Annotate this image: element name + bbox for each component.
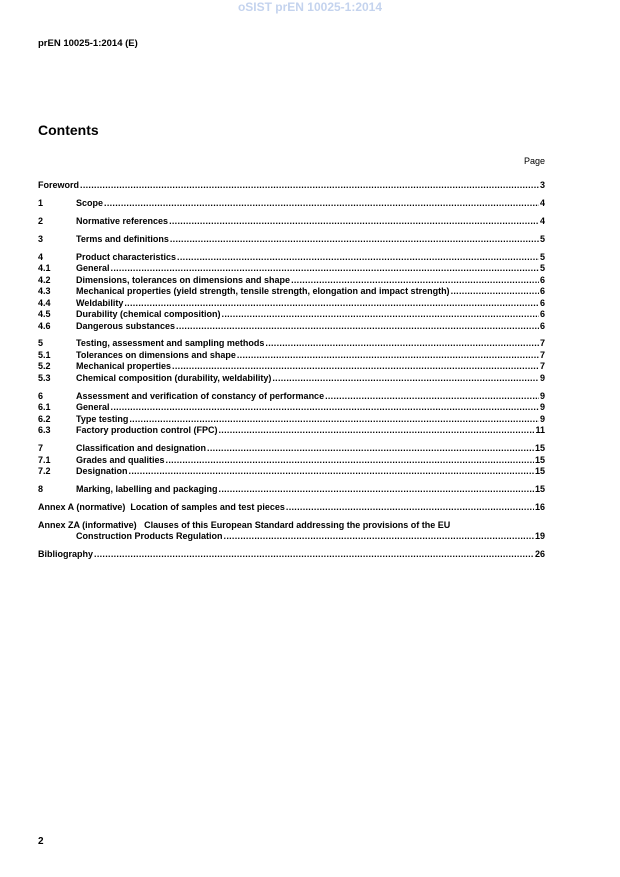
toc-group-bibliography	[38, 549, 545, 561]
dot-leader	[265, 338, 539, 350]
toc-entry-number: 5.1	[38, 349, 51, 360]
toc-entry-2[interactable]	[38, 216, 545, 228]
toc-entry-page: 5	[539, 263, 545, 274]
dot-leader	[176, 321, 539, 333]
toc-entry-title-continuation: Construction Products Regulation	[76, 531, 223, 542]
toc-entry-title: General	[76, 402, 110, 413]
toc-entry-3[interactable]	[38, 234, 545, 246]
toc-entry-page: 6	[539, 274, 545, 285]
toc-entry-page: 9	[539, 390, 545, 401]
toc-entry-4-5[interactable]	[38, 309, 545, 321]
toc-entry-title: Assessment and verification of constancy of performance	[76, 390, 325, 401]
toc-entry-foreword[interactable]	[38, 180, 545, 192]
toc-entry-8[interactable]	[38, 484, 545, 496]
toc-entry-page: 9	[539, 372, 545, 383]
dot-leader	[291, 275, 539, 287]
toc-entry-number: 5.3	[38, 372, 51, 383]
toc-entry-page: 6	[539, 286, 545, 297]
toc-entry-4-1[interactable]	[38, 263, 545, 275]
toc-entry-title: General	[76, 263, 110, 274]
toc-entry-5-3[interactable]	[38, 373, 545, 385]
toc-entry-title: Dangerous substances	[76, 320, 176, 331]
toc-entry-4-4[interactable]	[38, 298, 545, 310]
toc-entry-title: Durability (chemical composition)	[76, 309, 221, 320]
dot-leader	[224, 531, 534, 543]
toc-group-3	[38, 234, 545, 246]
toc-entry-page: 4	[539, 197, 545, 208]
toc-entry-page: 6	[539, 309, 545, 320]
toc-entry-title: Chemical composition (durability, weldability)	[76, 372, 272, 383]
toc-entry-title: Normative references	[76, 215, 169, 226]
toc-entry-page: 7	[539, 338, 545, 349]
toc-group-annex-a	[38, 502, 545, 514]
toc-entry-title: Grades and qualities	[76, 454, 165, 465]
toc-entry-number: 6.1	[38, 402, 51, 413]
toc-entry-number: 7	[38, 443, 44, 454]
toc-entry-4-6[interactable]	[38, 321, 545, 333]
toc-entry-page: 19	[534, 531, 545, 542]
toc-entry-7-1[interactable]	[38, 455, 545, 467]
toc-entry-4-2[interactable]	[38, 275, 545, 287]
toc-entry-page: 26	[534, 549, 545, 560]
dot-leader	[237, 350, 539, 362]
dot-leader	[169, 216, 539, 228]
dot-leader	[111, 402, 539, 414]
toc-entry-page: 16	[534, 502, 545, 513]
toc-entry-title: Designation	[76, 466, 128, 477]
table-of-contents	[38, 180, 545, 567]
dot-leader	[207, 443, 534, 455]
toc-entry-4[interactable]	[38, 252, 545, 264]
toc-group-2	[38, 216, 545, 228]
toc-group-1	[38, 198, 545, 210]
toc-group-foreword	[38, 180, 545, 192]
toc-entry-7[interactable]	[38, 443, 545, 455]
page-column-label: Page	[523, 156, 545, 166]
toc-entry-page: 6	[539, 320, 545, 331]
dot-leader	[104, 198, 539, 210]
toc-entry-page: 11	[535, 425, 545, 436]
toc-entry-number: 1	[38, 197, 44, 208]
toc-group-4	[38, 252, 545, 333]
toc-entry-number: 7.2	[38, 466, 51, 477]
toc-entry-title: Annex ZA (informative) Clauses of this European Standard addressing the provisions of the EU	[38, 519, 451, 530]
toc-entry-number: 4.4	[38, 297, 51, 308]
toc-entry-number: 6	[38, 390, 44, 401]
toc-entry-1[interactable]	[38, 198, 545, 210]
dot-leader	[166, 455, 534, 467]
toc-entry-number: 4.3	[38, 286, 51, 297]
toc-entry-page: 5	[539, 251, 545, 262]
dot-leader	[170, 234, 539, 246]
contents-heading: Contents	[38, 122, 99, 138]
toc-entry-title: Foreword	[38, 180, 80, 190]
toc-entry-6-3[interactable]	[38, 425, 545, 437]
toc-group-annex-za	[38, 520, 545, 543]
toc-entry-number: 4	[38, 251, 44, 262]
toc-entry-title: Terms and definitions	[76, 233, 169, 244]
toc-entry-title: Marking, labelling and packaging	[76, 484, 218, 495]
toc-entry-page: 15	[534, 466, 545, 477]
toc-entry-title: Mechanical properties	[76, 361, 172, 372]
toc-entry-title: Factory production control (FPC)	[76, 425, 218, 436]
toc-entry-number: 6.2	[38, 413, 51, 424]
dot-leader	[272, 373, 539, 385]
toc-entry-number: 2	[38, 215, 44, 226]
toc-entry-annex-za[interactable]	[38, 520, 545, 543]
toc-entry-page: 7	[539, 361, 545, 372]
dot-leader	[451, 286, 539, 298]
toc-entry-5-1[interactable]	[38, 350, 545, 362]
toc-entry-6[interactable]	[38, 391, 545, 403]
toc-entry-number: 4.1	[38, 263, 51, 274]
dot-leader	[219, 425, 535, 437]
toc-entry-number: 4.5	[38, 309, 51, 320]
toc-entry-title: Mechanical properties (yield strength, tensile strength, elongation and impact strength)	[76, 286, 450, 297]
toc-entry-bibliography[interactable]	[38, 549, 545, 561]
toc-entry-page: 3	[539, 180, 545, 190]
toc-entry-number: 5.2	[38, 361, 51, 372]
toc-entry-title: Product characteristics	[76, 251, 177, 262]
toc-entry-title: Bibliography	[38, 549, 94, 560]
toc-group-6	[38, 391, 545, 437]
dot-leader	[219, 484, 534, 496]
dot-leader	[172, 361, 539, 373]
toc-entry-title: Scope	[76, 197, 104, 208]
toc-entry-number: 5	[38, 338, 44, 349]
dot-leader	[129, 466, 534, 478]
dot-leader	[111, 263, 539, 275]
document-id: prEN 10025-1:2014 (E)	[38, 38, 138, 49]
toc-entry-5-2[interactable]	[38, 361, 545, 373]
toc-entry-number: 8	[38, 484, 44, 495]
watermark: oSIST prEN 10025-1:2014	[237, 0, 383, 14]
toc-group-5	[38, 338, 545, 384]
toc-entry-page: 15	[534, 484, 545, 495]
toc-entry-6-2[interactable]	[38, 414, 545, 426]
toc-group-8	[38, 484, 545, 496]
dot-leader	[124, 298, 539, 310]
toc-entry-page: 7	[539, 349, 545, 360]
dot-leader	[80, 180, 539, 192]
dot-leader	[94, 549, 534, 561]
toc-entry-page: 15	[534, 443, 545, 454]
dot-leader	[286, 502, 534, 514]
toc-entry-5[interactable]	[38, 338, 545, 350]
toc-entry-title: Annex A (normative) Location of samples and test pieces	[38, 502, 285, 513]
toc-entry-number: 7.1	[38, 454, 51, 465]
toc-entry-title: Classification and designation	[76, 443, 207, 454]
toc-entry-page: 15	[534, 454, 545, 465]
toc-entry-page: 9	[539, 402, 545, 413]
toc-entry-number: 4.6	[38, 320, 51, 331]
toc-entry-4-3[interactable]	[38, 286, 545, 298]
toc-entry-annex-a[interactable]	[38, 502, 545, 514]
toc-entry-title: Dimensions, tolerances on dimensions and shape	[76, 274, 291, 285]
toc-entry-title: Weldability	[76, 297, 124, 308]
toc-entry-title: Tolerances on dimensions and shape	[76, 349, 236, 360]
toc-entry-title: Type testing	[76, 413, 129, 424]
toc-entry-page: 9	[539, 413, 545, 424]
toc-entry-7-2[interactable]	[38, 466, 545, 478]
page-number: 2	[38, 836, 44, 847]
dot-leader	[129, 414, 539, 426]
dot-leader	[177, 252, 539, 264]
toc-entry-6-1[interactable]	[38, 402, 545, 414]
dot-leader	[222, 309, 539, 321]
toc-entry-page: 5	[539, 233, 545, 244]
toc-entry-page: 6	[539, 297, 545, 308]
toc-entry-page: 4	[539, 215, 545, 226]
toc-entry-title-continuation-row	[38, 531, 545, 543]
toc-entry-number: 6.3	[38, 425, 51, 436]
toc-entry-title: Testing, assessment and sampling methods	[76, 338, 265, 349]
toc-group-7	[38, 443, 545, 478]
toc-entry-number: 4.2	[38, 274, 51, 285]
dot-leader	[325, 391, 539, 403]
toc-entry-number: 3	[38, 233, 44, 244]
